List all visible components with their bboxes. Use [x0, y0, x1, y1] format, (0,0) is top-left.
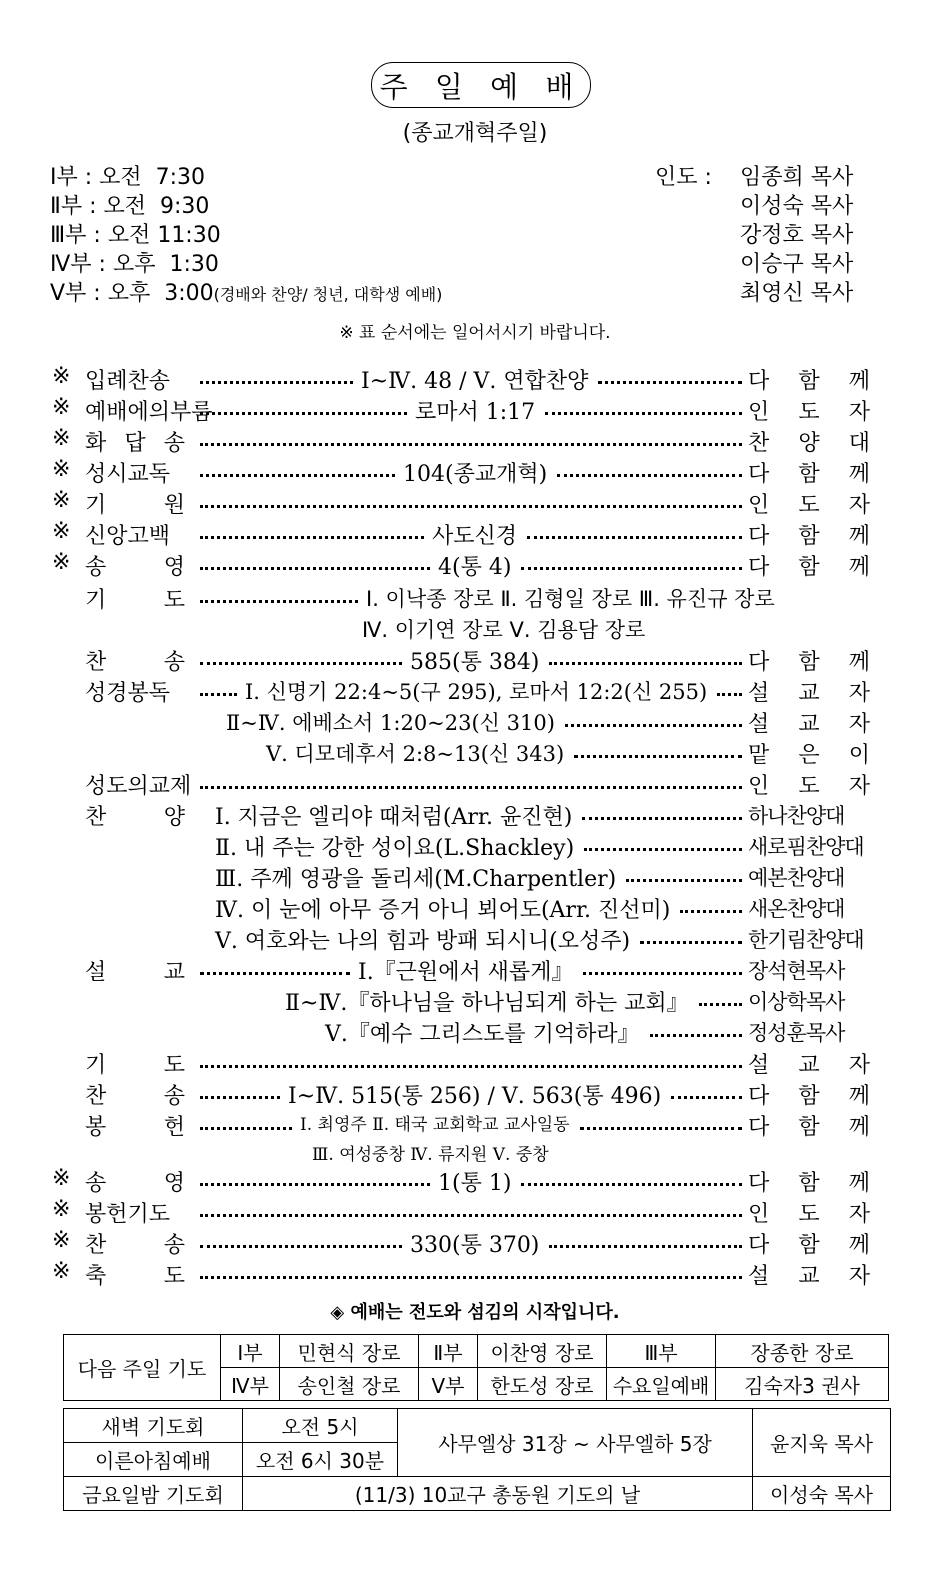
stand-mark: ※ [52, 426, 71, 451]
leader-name: 최영신 목사 [740, 281, 854, 306]
leader-name: 이승구 목사 [740, 252, 854, 277]
order-responsible: 인 도 자 [748, 400, 870, 425]
dotted-leader [200, 693, 237, 696]
stand-mark: ※ [52, 1197, 71, 1222]
table-cell: Ⅱ부 [419, 1335, 478, 1368]
dotted-leader [680, 910, 742, 913]
leader-line [655, 160, 875, 191]
dotted-leader [580, 1127, 742, 1130]
order-detail: 사도신경 [432, 524, 518, 549]
order-label: 송 영 [85, 1171, 185, 1196]
dotted-leader [549, 662, 742, 665]
order-responsible: 새온찬양대 [748, 897, 845, 921]
order-row [0, 550, 950, 580]
dotted-leader [200, 412, 407, 415]
dotted-leader [200, 1245, 402, 1248]
order-responsible: 다 함 께 [748, 462, 870, 487]
meetings-table [63, 1408, 891, 1511]
schedule-note: (경배와 찬양/ 청년, 대학생 예배) [213, 285, 443, 304]
table-cell: 이찬영 장로 [478, 1335, 607, 1368]
order-detail: 로마서 1:17 [415, 400, 536, 425]
passage-leader: 윤지욱 목사 [753, 1409, 891, 1477]
order-responsible: 예본찬양대 [748, 866, 845, 890]
dotted-leader [200, 505, 742, 508]
dotted-leader [200, 972, 350, 975]
dawn-prayer-time: 오전 5시 [243, 1409, 398, 1443]
early-worship-name: 이른아침예배 [64, 1443, 243, 1477]
order-row [0, 955, 950, 985]
order-label: 성도의교제 [85, 774, 192, 799]
dotted-leader [598, 381, 742, 384]
order-label: 축 도 [85, 1264, 185, 1289]
order-label: 찬 양 [85, 805, 185, 830]
standing-notice: ※ 표 순서에는 일어서시기 바랍니다. [339, 323, 611, 343]
table-cell: 김숙자3 권사 [716, 1368, 889, 1401]
order-row [0, 519, 950, 549]
order-row [0, 1079, 950, 1109]
order-responsible: 다 함 께 [748, 1171, 870, 1196]
leader-name: 이성숙 목사 [740, 194, 854, 219]
bible-passage: 사무엘상 31장 ~ 사무엘하 5장 [398, 1409, 753, 1477]
order-row [0, 488, 950, 518]
order-detail: Ⅱ~Ⅳ.『하나님을 하나님되게 하는 교회』 [285, 991, 689, 1016]
table-cell: 장종한 장로 [716, 1335, 889, 1368]
schedule-time: Ⅱ부 : 오전 9:30 [50, 194, 210, 219]
order-responsible: 다 함 께 [748, 369, 870, 394]
schedule-line [50, 160, 205, 191]
dotted-leader [200, 1276, 742, 1279]
order-row [0, 986, 950, 1016]
dotted-leader [200, 1127, 292, 1130]
order-row [0, 1259, 950, 1289]
dotted-leader [200, 443, 742, 446]
order-label: 봉헌기도 [85, 1202, 171, 1227]
dotted-leader [583, 972, 742, 975]
order-row [0, 583, 950, 613]
order-label: 기 도 [85, 588, 185, 613]
stand-mark: ※ [52, 488, 71, 513]
order-row [0, 893, 950, 923]
order-responsible: 하나찬양대 [748, 804, 845, 828]
stand-mark: ※ [52, 1228, 71, 1253]
order-detail: Ⅰ.『근원에서 새롭게』 [358, 960, 574, 985]
friday-prayer-leader: 이성숙 목사 [753, 1477, 891, 1511]
table-cell: Ⅳ부 [221, 1368, 280, 1401]
order-responsible: 다 함 께 [748, 1115, 870, 1140]
stand-mark: ※ [52, 457, 71, 482]
order-label: 화 답 송 [85, 431, 185, 456]
order-detail: 104(종교개혁) [403, 462, 548, 487]
order-detail: Ⅴ.『예수 그리스도를 기억하라』 [325, 1022, 640, 1047]
dotted-leader [671, 1096, 742, 1099]
order-responsible: 인 도 자 [748, 774, 870, 799]
order-responsible: 맡 은 이 [748, 743, 870, 768]
order-row [0, 1166, 950, 1196]
order-detail: 4(통 4) [438, 555, 512, 580]
order-responsible: 인 도 자 [748, 493, 870, 518]
order-row [0, 862, 950, 892]
table-cell: 수요일예배 [607, 1368, 716, 1401]
order-label: 봉 헌 [85, 1115, 185, 1140]
order-detail: 330(통 370) [410, 1233, 540, 1258]
order-responsible: 정성훈목사 [748, 1021, 845, 1045]
schedule-line [50, 247, 219, 278]
table-cell: Ⅴ부 [419, 1368, 478, 1401]
dotted-leader [200, 1096, 280, 1099]
table-cell: 송인철 장로 [280, 1368, 419, 1401]
order-row [0, 1138, 950, 1168]
dotted-leader [200, 381, 353, 384]
order-responsible: 다 함 께 [748, 524, 870, 549]
stand-mark: ※ [52, 550, 71, 575]
order-label: 찬 송 [85, 650, 185, 675]
order-responsible: 한기림찬양대 [748, 928, 864, 952]
schedule-line [50, 276, 442, 307]
order-detail: Ⅰ. 최영주 Ⅱ. 태국 교회학교 교사일동 [300, 1115, 570, 1135]
order-detail: Ⅴ. 디모데후서 2:8~13(신 343) [266, 742, 565, 766]
order-responsible: 설 교 자 [748, 712, 870, 737]
order-row [0, 1017, 950, 1047]
order-detail: 585(통 384) [410, 650, 540, 675]
dotted-leader [200, 600, 358, 603]
dotted-leader [584, 848, 742, 851]
order-detail: Ⅰ~Ⅳ. 48 / Ⅴ. 연합찬양 [361, 369, 589, 394]
order-row [0, 924, 950, 954]
stand-mark: ※ [52, 519, 71, 544]
leaders-label: 인도 : [655, 165, 712, 190]
order-row [0, 800, 950, 830]
order-row [0, 1110, 950, 1140]
next-prayer-table [63, 1334, 889, 1401]
order-responsible: 다 함 께 [748, 1084, 870, 1109]
order-detail: Ⅰ. 신명기 22:4~5(구 295), 로마서 12:2(신 255) [245, 680, 708, 704]
order-detail: Ⅰ~Ⅳ. 515(통 256) / Ⅴ. 563(통 496) [288, 1084, 662, 1109]
schedule-time: Ⅲ부 : 오전 11:30 [50, 223, 221, 248]
order-row [0, 457, 950, 487]
dotted-leader [565, 724, 742, 727]
order-row [0, 831, 950, 861]
order-row [0, 769, 950, 799]
order-detail: Ⅳ. 이 눈에 아무 증거 아니 뵈어도(Arr. 진선미) [215, 898, 671, 923]
dotted-leader [626, 879, 742, 882]
dotted-leader [521, 567, 742, 570]
order-detail: Ⅴ. 여호와는 나의 힘과 방패 되시니(오성주) [215, 929, 631, 954]
order-responsible: 장석현목사 [748, 959, 845, 983]
schedule-line [50, 189, 209, 220]
order-responsible: 다 함 께 [748, 650, 870, 675]
dotted-leader [557, 474, 742, 477]
page-title: 주 일 예 배 [371, 62, 591, 108]
order-row [0, 738, 950, 768]
order-row [0, 707, 950, 737]
order-row [0, 1197, 950, 1227]
stand-mark: ※ [52, 395, 71, 420]
dotted-leader [582, 817, 742, 820]
order-responsible: 인 도 자 [748, 1202, 870, 1227]
order-detail: Ⅲ. 여성중창 Ⅳ. 류지원 Ⅴ. 중창 [312, 1145, 549, 1165]
order-responsible: 설 교 자 [748, 1264, 870, 1289]
dotted-leader [640, 941, 742, 944]
schedule-time: Ⅰ부 : 오전 7:30 [50, 165, 206, 190]
table-cell: 한도성 장로 [478, 1368, 607, 1401]
dotted-leader [549, 1245, 742, 1248]
dotted-leader [200, 1065, 742, 1068]
schedule-time: Ⅴ부 : 오후 3:00 [50, 281, 214, 306]
order-row [0, 1228, 950, 1258]
order-label: 신앙고백 [85, 524, 171, 549]
order-detail: Ⅳ. 이기연 장로 Ⅴ. 김용담 장로 [362, 618, 646, 642]
order-detail: Ⅱ. 내 주는 강한 성이요(L.Shackley) [215, 836, 575, 861]
next-prayer-label: 다음 주일 기도 [64, 1335, 221, 1401]
dotted-leader [200, 786, 742, 789]
dotted-leader [574, 755, 742, 758]
schedule-line [50, 218, 221, 249]
order-label: 성경봉독 [85, 681, 171, 706]
dotted-leader [200, 536, 424, 539]
dotted-leader [545, 412, 742, 415]
order-detail: 1(통 1) [438, 1171, 512, 1196]
table-cell: Ⅲ부 [607, 1335, 716, 1368]
dotted-leader [527, 536, 742, 539]
order-responsible: 설 교 자 [748, 681, 870, 706]
order-row [0, 645, 950, 675]
stand-mark: ※ [52, 1166, 71, 1191]
order-detail: Ⅰ. 이낙종 장로 Ⅱ. 김형일 장로 Ⅲ. 유진규 장로 [366, 587, 775, 611]
order-label: 찬 송 [85, 1233, 185, 1258]
order-row [0, 395, 950, 425]
dotted-leader [717, 693, 742, 696]
dotted-leader [699, 1003, 742, 1006]
order-row [0, 426, 950, 456]
order-label: 기 원 [85, 493, 185, 518]
closing-message: ◈ 예배는 전도와 섬김의 시작입니다. [330, 1302, 620, 1323]
order-responsible: 이상학목사 [748, 990, 845, 1014]
order-responsible: 새로핌찬양대 [748, 835, 864, 859]
order-detail: Ⅲ. 주께 영광을 돌리세(M.Charpentler) [215, 867, 617, 892]
stand-mark: ※ [52, 364, 71, 389]
table-cell: Ⅰ부 [221, 1335, 280, 1368]
order-label: 찬 송 [85, 1084, 185, 1109]
dotted-leader [200, 1214, 742, 1217]
order-detail: Ⅱ~Ⅳ. 에베소서 1:20~23(신 310) [226, 711, 555, 735]
order-responsible: 설 교 자 [748, 1053, 870, 1078]
order-row [0, 364, 950, 394]
order-label: 예배에의부름 [85, 400, 213, 425]
leader-name: 임종희 목사 [740, 165, 854, 190]
subtitle: (종교개혁주일) [402, 121, 548, 146]
order-row [0, 1048, 950, 1078]
stand-mark: ※ [52, 1259, 71, 1284]
order-label: 입례찬송 [85, 369, 171, 394]
friday-prayer-name: 금요일밤 기도회 [64, 1477, 243, 1511]
dotted-leader [521, 1183, 742, 1186]
order-row [0, 614, 950, 644]
leader-name: 강정호 목사 [740, 223, 854, 248]
dotted-leader [650, 1034, 742, 1037]
early-worship-time: 오전 6시 30분 [243, 1443, 398, 1477]
table-cell: 민현식 장로 [280, 1335, 419, 1368]
order-label: 송 영 [85, 555, 185, 580]
friday-prayer-desc: (11/3) 10교구 총동원 기도의 날 [243, 1477, 753, 1511]
order-responsible: 다 함 께 [748, 555, 870, 580]
order-row [0, 676, 950, 706]
dotted-leader [200, 567, 430, 570]
order-label: 성시교독 [85, 462, 171, 487]
schedule-time: Ⅳ부 : 오후 1:30 [50, 252, 219, 277]
order-responsible: 다 함 께 [748, 1233, 870, 1258]
order-detail: Ⅰ. 지금은 엘리야 때처럼(Arr. 윤진현) [215, 805, 573, 830]
dotted-leader [200, 1183, 430, 1186]
dotted-leader [200, 662, 402, 665]
order-responsible: 찬 양 대 [748, 431, 870, 456]
order-label: 기 도 [85, 1053, 185, 1078]
order-label: 설 교 [85, 960, 185, 985]
dawn-prayer-name: 새벽 기도회 [64, 1409, 243, 1443]
dotted-leader [200, 474, 395, 477]
